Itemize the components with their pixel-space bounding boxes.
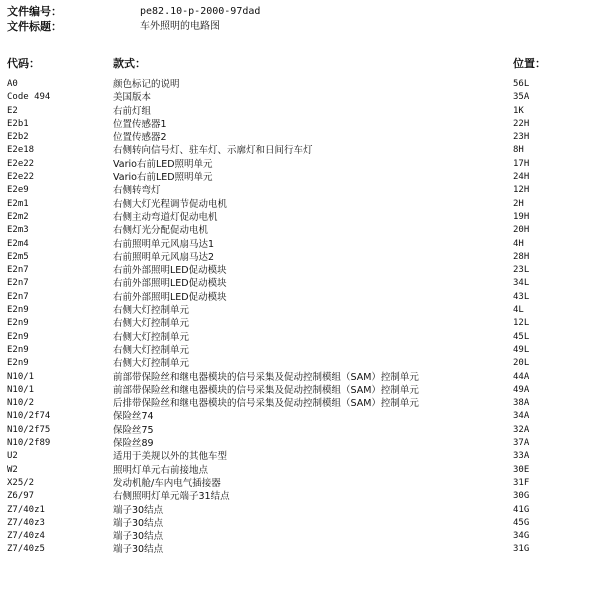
row-name: 右侧照明灯单元端子31结点 [113,491,230,503]
row-name: 美国版本 [113,92,152,104]
table-row [0,105,604,118]
row-name: 右侧主动弯道灯促动电机 [113,211,218,223]
row-code: E2m5 [7,251,29,262]
row-position: 20L [513,358,530,369]
column-header-name: 款式： [113,57,146,70]
row-code: E2m4 [7,238,29,249]
table-row [0,477,604,490]
row-code: E2n9 [7,331,29,342]
table-row [0,304,604,317]
row-name: 右前外部照明LED促动模块 [113,278,227,290]
row-name: 位置传感器1 [113,118,167,130]
table-row [0,344,604,357]
row-code: E2b2 [7,132,29,143]
table-row [0,264,604,277]
row-position: 35A [513,92,530,103]
table-row [0,504,604,517]
row-code: E2n7 [7,291,29,302]
row-name: 右侧转向信号灯、驻车灯、示廓灯和日间行车灯 [113,145,313,157]
row-name: 端子30结点 [113,544,164,556]
row-position: 44A [513,371,530,382]
row-name: 右侧大灯控制单元 [113,358,190,370]
row-position: 12L [513,318,530,329]
row-code: X25/2 [7,477,35,488]
row-name: 前部带保险丝和继电器模块的信号采集及促动控制模组（SAM）控制单元 [113,384,419,396]
row-code: N10/1 [7,384,35,395]
document-number-label: 文件编号： [7,5,62,18]
row-position: 33A [513,451,530,462]
row-code: N10/2f75 [7,424,51,435]
row-code: E2e9 [7,185,29,196]
row-name: 保险丝74 [113,411,154,423]
table-row [0,437,604,450]
row-position: 31F [513,477,530,488]
row-name: 端子30结点 [113,504,164,516]
row-name: 发动机舱/车内电气插接器 [113,477,221,489]
row-code: Z6/97 [7,491,35,502]
table-row [0,464,604,477]
row-name: 右前外部照明LED促动模块 [113,265,227,277]
row-position: 31G [513,544,530,555]
row-position: 41G [513,504,530,515]
row-code: E2n7 [7,278,29,289]
row-name: 右侧大灯控制单元 [113,344,190,356]
table-row [0,424,604,437]
column-header-position: 位置： [513,57,546,70]
row-name: 前部带保险丝和继电器模块的信号采集及促动控制模组（SAM）控制单元 [113,371,419,383]
row-code: E2b1 [7,118,29,129]
row-name: 照明灯单元右前接地点 [113,464,209,476]
table-row [0,144,604,157]
table-row [0,543,604,556]
row-position: 17H [513,158,530,169]
row-position: 30G [513,491,530,502]
row-position: 34G [513,531,530,542]
row-position: 43L [513,291,530,302]
row-code: E2m3 [7,225,29,236]
row-position: 38A [513,398,530,409]
row-name: 右前照明单元风扇马达2 [113,251,215,263]
row-name: 端子30结点 [113,531,164,543]
row-code: Z7/40z1 [7,504,45,515]
row-code: E2e22 [7,172,35,183]
row-position: 1K [513,105,524,116]
row-name: 右侧大灯控制单元 [113,305,190,317]
row-position: 23H [513,132,530,143]
row-code: A0 [7,79,18,89]
row-code: E2n9 [7,305,29,316]
row-position: 28H [513,251,530,262]
table-row [0,450,604,463]
table-row [0,357,604,370]
row-position: 49L [513,344,530,355]
document-number-value: pe82.10-p-2000-97dad [140,6,261,17]
row-code: Z7/40z3 [7,517,45,528]
row-code: E2n9 [7,358,29,369]
table-row [0,251,604,264]
row-position: 8H [513,145,524,156]
table-row [0,277,604,290]
table-row [0,224,604,237]
component-list [0,78,604,557]
row-code: N10/2f89 [7,438,51,449]
row-position: 4L [513,305,524,316]
row-code: W2 [7,464,18,475]
row-position: 32A [513,424,530,435]
table-row [0,118,604,131]
row-position: 30E [513,464,530,475]
row-position: 34A [513,411,530,422]
row-code: Z7/40z5 [7,544,45,555]
row-code: E2 [7,105,18,116]
table-row [0,131,604,144]
row-name: 颜色标记的说明 [113,79,180,90]
row-position: 23L [513,265,530,276]
row-code: E2n9 [7,344,29,355]
row-name: 适用于美规以外的其他车型 [113,451,228,463]
row-code: N10/2 [7,398,35,409]
row-position: 37A [513,438,530,449]
table-row [0,291,604,304]
row-name: 右前外部照明LED促动模块 [113,291,227,303]
row-code: Code 494 [7,92,51,103]
table-row [0,317,604,330]
row-code: E2m2 [7,211,29,222]
row-name: 右前照明单元风扇马达1 [113,238,215,250]
row-name: 保险丝75 [113,424,154,436]
table-row [0,171,604,184]
table-row [0,410,604,423]
row-position: 20H [513,225,530,236]
row-code: U2 [7,451,18,462]
table-row [0,397,604,410]
table-row [0,78,604,91]
row-name: 右侧大灯控制单元 [113,331,190,343]
table-row [0,530,604,543]
row-position: 22H [513,118,530,129]
row-position: 24H [513,172,530,183]
row-name: Vario右前LED照明单元 [113,172,213,184]
column-header-code: 代码： [7,57,40,70]
row-name: 右侧大灯光程调节促动电机 [113,198,228,210]
row-position: 45G [513,517,530,528]
table-row [0,211,604,224]
table-row [0,490,604,503]
row-name: 位置传感器2 [113,132,167,144]
row-code: E2n9 [7,318,29,329]
table-row [0,517,604,530]
table-row [0,198,604,211]
row-position: 2H [513,198,524,209]
row-position: 49A [513,384,530,395]
document-title-label: 文件标题： [7,20,62,33]
row-name: 保险丝89 [113,438,154,450]
table-row [0,91,604,104]
table-row [0,158,604,171]
row-name: 端子30结点 [113,517,164,529]
table-row [0,238,604,251]
row-name: Vario右前LED照明单元 [113,158,213,170]
row-code: E2m1 [7,198,29,209]
row-position: 56L [513,79,530,89]
row-code: E2e18 [7,145,35,156]
row-code: E2n7 [7,265,29,276]
row-code: N10/2f74 [7,411,51,422]
row-position: 12H [513,185,530,196]
row-name: 后排带保险丝和继电器模块的信号采集及促动控制模组（SAM）控制单元 [113,398,419,410]
document-title-value: 车外照明的电路图 [140,21,220,32]
table-row [0,384,604,397]
row-position: 34L [513,278,530,289]
row-position: 45L [513,331,530,342]
row-name: 右前灯组 [113,105,152,117]
row-code: N10/1 [7,371,35,382]
row-name: 右侧灯光分配促动电机 [113,225,209,237]
table-row [0,371,604,384]
row-position: 19H [513,211,530,222]
table-row [0,184,604,197]
row-position: 4H [513,238,524,249]
row-name: 右侧大灯控制单元 [113,318,190,330]
table-row [0,331,604,344]
row-code: E2e22 [7,158,35,169]
row-code: Z7/40z4 [7,531,45,542]
row-name: 右侧转弯灯 [113,185,161,197]
